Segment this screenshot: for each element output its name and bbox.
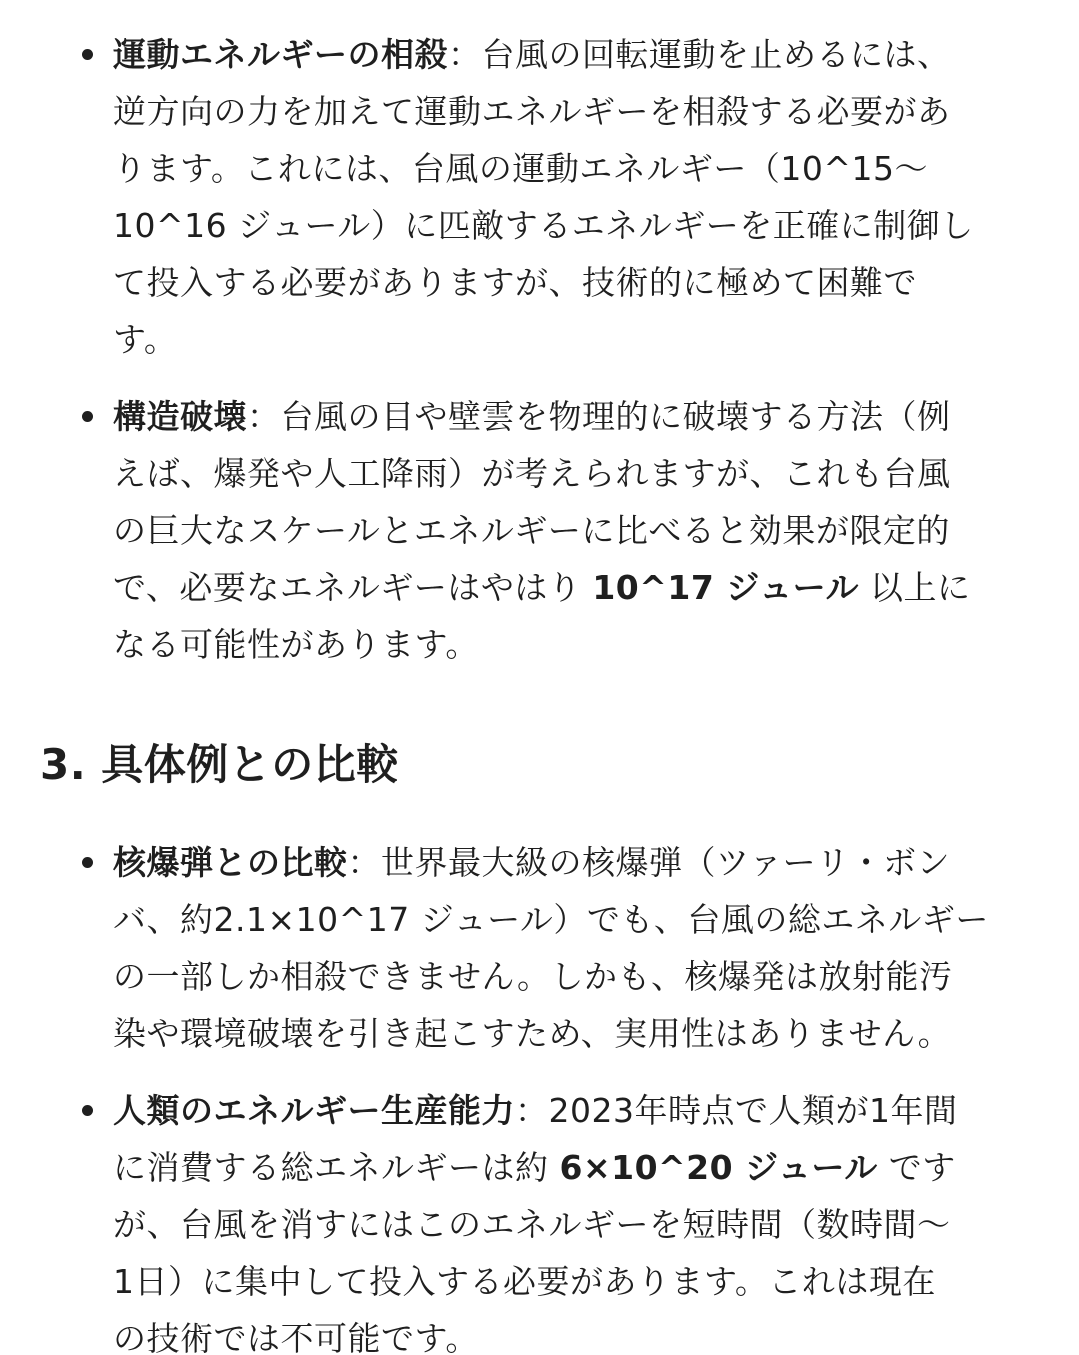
text-line: て投入する必要がありますが、技術的に極めて困難で: [113, 263, 917, 302]
text-line: の一部しか相殺できません。しかも、核爆発は放射能汚: [113, 957, 953, 996]
text-line: の巨大なスケールとエネルギーに比べると効果が限定的: [113, 511, 950, 550]
text-line: ります。これには、台風の運動エネルギー（10^15〜: [113, 149, 928, 188]
list-item-structure-destruction: [113, 388, 1043, 673]
text-line: なる可能性があります。: [113, 625, 479, 664]
list-item-kinetic-energy: [113, 26, 1043, 368]
text-fragment: 2023年時点で人類が1年間: [548, 1091, 958, 1130]
colon-separator: ：: [515, 1091, 549, 1130]
bold-value: 10^17 ジュール: [592, 568, 860, 607]
text-line: [113, 1082, 1043, 1139]
text-line: [113, 388, 1043, 445]
text-line: 1日）に集中して投入する必要があります。これは現在: [113, 1262, 936, 1301]
section-heading: 3. 具体例との比較: [40, 740, 399, 789]
bullet-dot-icon: [82, 411, 93, 422]
text-line: す。: [113, 320, 178, 359]
text-line: の技術では不可能です。: [113, 1319, 479, 1355]
text-fragment: 台風の回転運動を止めるには、: [481, 35, 951, 74]
text-line: [113, 559, 1043, 616]
text-line: 染や環境破壊を引き起こすため、実用性はありません。: [113, 1014, 952, 1053]
text-line: [113, 26, 1043, 83]
colon-separator: ：: [347, 843, 381, 882]
bold-term: 構造破壊: [113, 397, 247, 436]
text-line: が、台風を消すにはこのエネルギーを短時間（数時間〜: [113, 1205, 951, 1244]
text-fragment: 台風の目や壁雲を物理的に破壊する方法（例: [280, 397, 951, 436]
text-line: バ、約2.1×10^17 ジュール）でも、台風の総エネルギー: [113, 900, 989, 939]
bullet-dot-icon: [82, 857, 93, 868]
colon-separator: ：: [247, 397, 281, 436]
text-line: [113, 1139, 1043, 1196]
text-fragment: で、必要なエネルギーはやはり: [113, 568, 593, 607]
text-fragment: です: [877, 1148, 956, 1187]
text-line: 逆方向の力を加えて運動エネルギーを相殺する必要があ: [113, 92, 951, 131]
bullet-dot-icon: [82, 49, 93, 60]
list-item-human-energy: [113, 1082, 1043, 1355]
text-line: 10^16 ジュール）に匹敵するエネルギーを正確に制御し: [113, 206, 974, 245]
text-fragment: に消費する総エネルギーは約: [113, 1148, 560, 1187]
text-fragment: 以上に: [859, 568, 971, 607]
bold-value: 6×10^20 ジュール: [559, 1148, 878, 1187]
bold-term: 核爆弾との比較: [113, 843, 348, 882]
colon-separator: ：: [448, 35, 482, 74]
text-line: [113, 834, 1043, 891]
text-fragment: 世界最大級の核爆弾（ツァーリ・ボン: [381, 843, 951, 882]
text-line: えば、爆発や人工降雨）が考えられますが、これも台風: [113, 454, 951, 493]
bullet-dot-icon: [82, 1105, 93, 1116]
bold-term: 運動エネルギーの相殺: [113, 35, 448, 74]
list-item-nuclear-bomb: [113, 834, 1043, 1062]
bold-term: 人類のエネルギー生産能力: [113, 1091, 515, 1130]
